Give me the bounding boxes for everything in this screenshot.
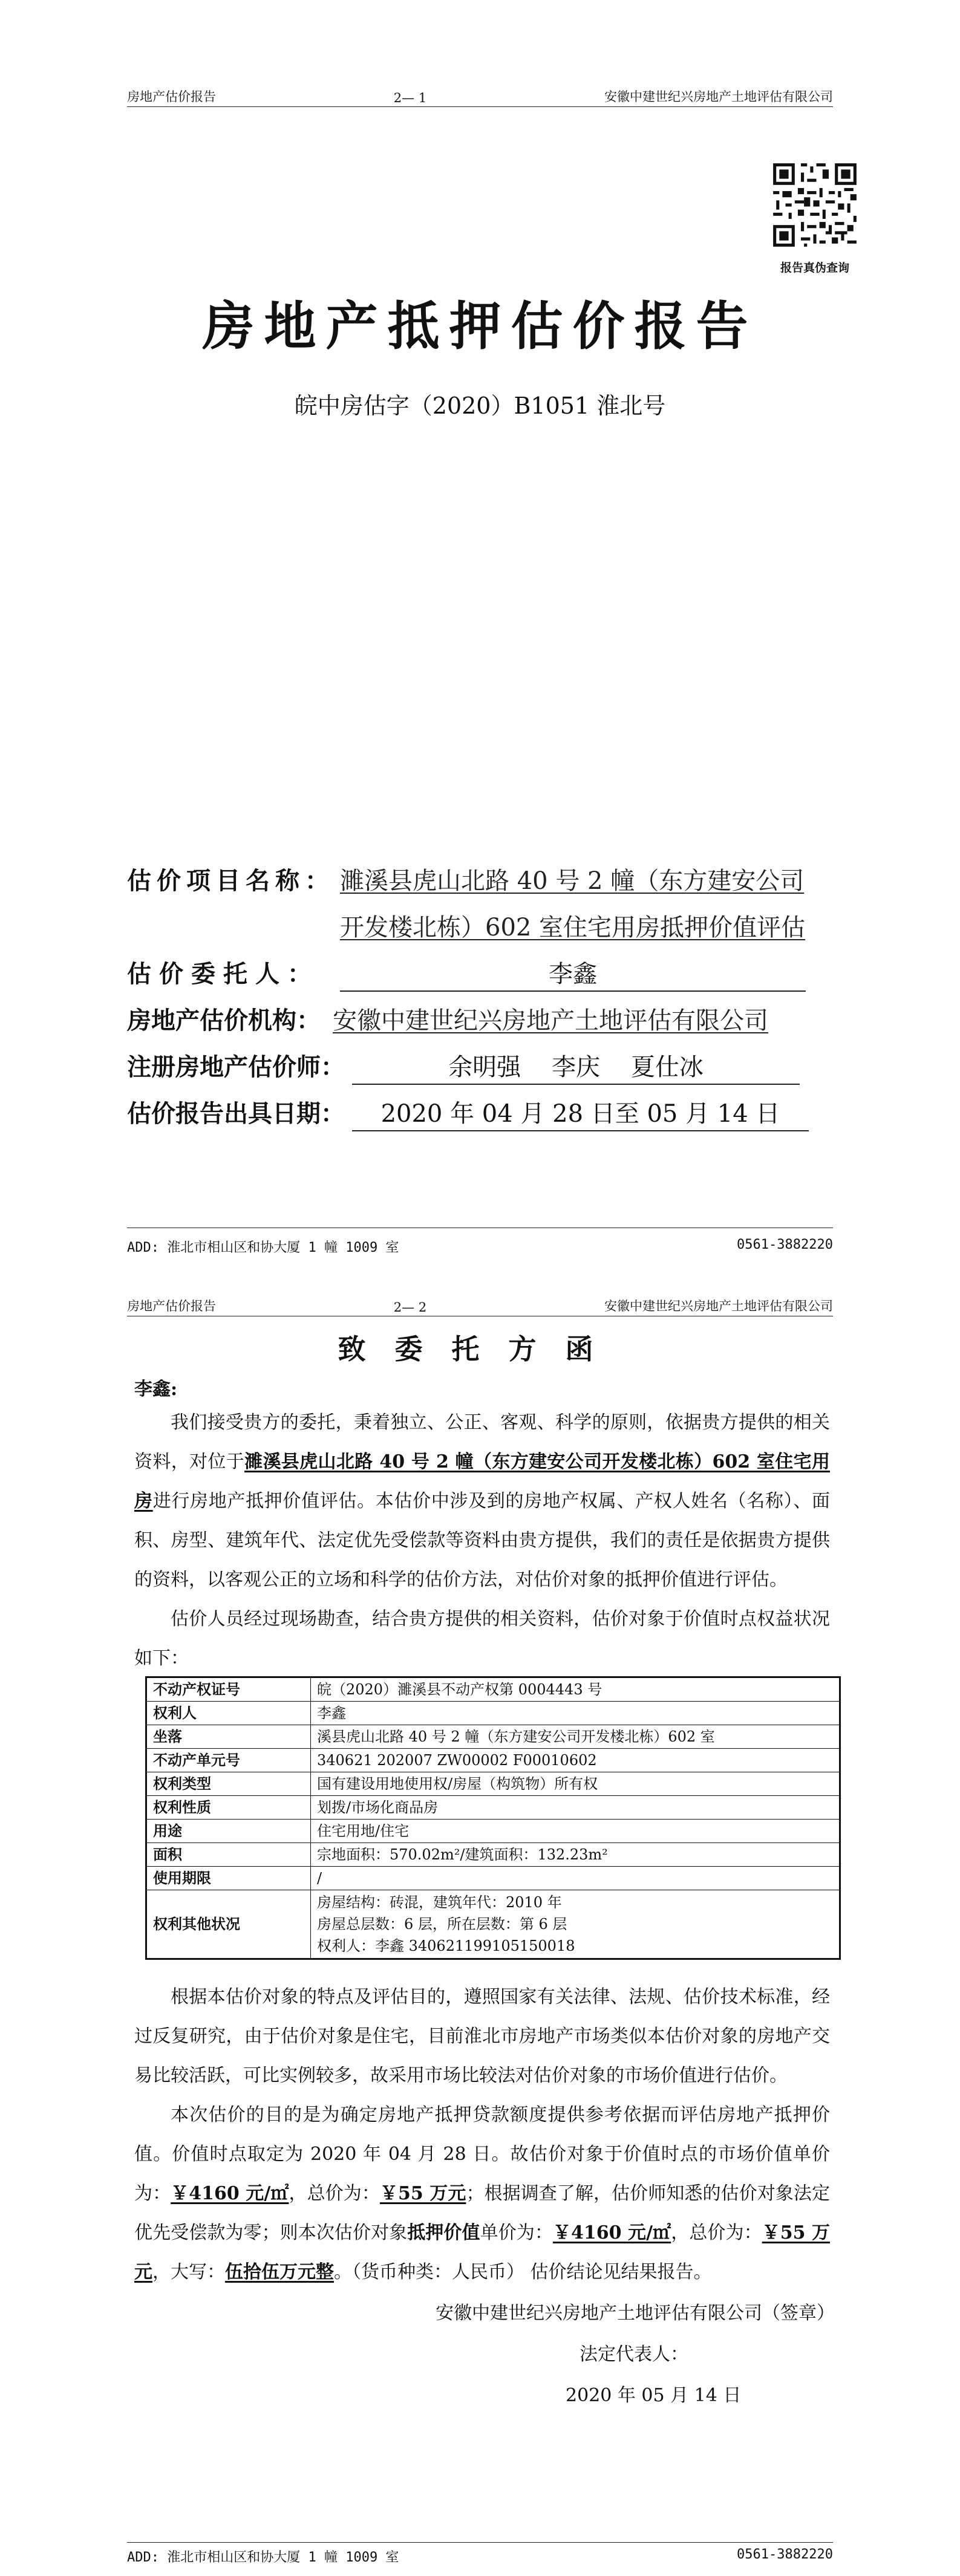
p4-text-b: ，总价为： xyxy=(289,2183,380,2204)
agency-label: 房地产估价机构： xyxy=(127,1006,321,1035)
p4-text-a: 本次估价的目的是为确定房地产抵押贷款额度提供参考依据而评估房地产抵押价值。价值时点取定为 2020 年 04 月 28 日。故估价对象于价值时点的市场价值单价为： xyxy=(134,2104,830,2204)
appraisers-value: 余明强 李庆 夏仕冰 xyxy=(352,1048,800,1085)
report-title: 房地产抵押估价报告 xyxy=(202,296,758,357)
issue-date-value: 2020 年 04 月 28 日至 05 月 14 日 xyxy=(352,1094,809,1131)
table-value: 住宅用地/住宅 xyxy=(311,1820,840,1843)
unit-price-2: ￥4160 元/㎡ xyxy=(552,2222,671,2243)
table-value: 李鑫 xyxy=(311,1702,840,1725)
footer-phone: 0561-3882220 xyxy=(737,1237,833,1252)
appraisers-row xyxy=(127,1048,835,1082)
signature-representative: 法定代表人： xyxy=(580,2344,688,2365)
p4-text-e: 单价为： xyxy=(480,2222,553,2243)
issue-date-label: 估价报告出具日期： xyxy=(127,1099,345,1128)
agency-value: 安徽中建世纪兴房地产土地评估有限公司 xyxy=(333,1007,768,1035)
header-page-number: 2— 2 xyxy=(393,1300,427,1315)
table-value: 宗地面积：570.02m²/建筑面积：132.23m² xyxy=(311,1843,840,1867)
table-key: 面积 xyxy=(146,1843,311,1867)
table-value-line: 房屋总层数：6 层，所在层数：第 6 层 xyxy=(317,1916,567,1933)
table-key: 用途 xyxy=(146,1820,311,1843)
client-value: 李鑫 xyxy=(340,955,806,992)
page-header xyxy=(127,85,833,105)
p4-text-g: ，大写： xyxy=(152,2262,225,2283)
table-row xyxy=(146,1749,840,1772)
table-key: 权利其他状况 xyxy=(146,1890,311,1959)
table-value-line: 房屋结构：砖混，建筑年代：2010 年 xyxy=(317,1894,562,1911)
appraisers-label: 注册房地产估价师： xyxy=(127,1053,345,1081)
table-row xyxy=(146,1796,840,1820)
report-number: 皖中房估字（2020）B1051 淮北号 xyxy=(294,392,666,419)
table-key: 权利类型 xyxy=(146,1772,311,1796)
rights-table xyxy=(145,1676,841,1960)
project-name-row-2 xyxy=(127,908,835,942)
table-value xyxy=(311,1890,840,1959)
table-value: 溪县虎山北路 40 号 2 幢（东方建安公司开发楼北栋）602 室 xyxy=(311,1725,840,1749)
table-row xyxy=(146,1820,840,1843)
page-header xyxy=(127,1294,833,1315)
letter-salutation: 李鑫: xyxy=(134,1379,178,1400)
table-key: 使用期限 xyxy=(146,1867,311,1890)
letter-title: 致委托方函 xyxy=(338,1333,622,1365)
table-value: / xyxy=(311,1867,840,1890)
page-footer xyxy=(127,2547,833,2566)
page-footer xyxy=(127,1237,833,1256)
header-divider xyxy=(127,106,833,107)
table-key: 不动产权证号 xyxy=(146,1677,311,1702)
p1-property-address: 濉溪县虎山北路 40 号 2 幢（东方建安公司开发楼北栋）602 室住宅用房 xyxy=(134,1451,831,1512)
unit-price: ￥4160 元/㎡ xyxy=(171,2183,289,2204)
table-row xyxy=(146,1677,840,1702)
client-label: 估价委托人： xyxy=(127,960,319,988)
p4-text-c: ；根据调查了解，估价师知悉的估价对象法定优先受偿款为零；则本次估价对象 xyxy=(134,2183,831,2243)
signature-company: 安徽中建世纪兴房地产土地评估有限公司（签章） xyxy=(436,2303,835,2324)
total-price: ￥55 万元 xyxy=(379,2183,466,2204)
table-row xyxy=(146,1867,840,1890)
table-key: 不动产单元号 xyxy=(146,1749,311,1772)
total-in-words: 伍拾伍万元整 xyxy=(225,2262,334,2283)
table-key: 坐落 xyxy=(146,1725,311,1749)
agency-row xyxy=(127,1001,835,1035)
p4-text-h: 。（货币种类：人民币） 估价结论见结果报告。 xyxy=(334,2262,712,2283)
table-key: 权利性质 xyxy=(146,1796,311,1820)
issue-date-row xyxy=(127,1094,835,1128)
footer-phone: 0561-3882220 xyxy=(737,2547,833,2562)
qr-caption: 报告真伪查询 xyxy=(780,261,849,275)
total-price-2: ￥55 万元 xyxy=(134,2222,831,2283)
header-right: 安徽中建世纪兴房地产土地评估有限公司 xyxy=(604,89,833,104)
signature-date: 2020 年 05 月 14 日 xyxy=(566,2385,742,2406)
header-right: 安徽中建世纪兴房地产土地评估有限公司 xyxy=(604,1299,833,1313)
p1-text-c: 进行房地产抵押价值评估。本估价中涉及到的房地产权属、产权人姓名（名称）、面积、房型、建筑年代、法定优先受偿款等资料由贵方提供，我们的责任是依据贵方提供的资料，以客观公正的立场和科学的估价方法，对估价对象的抵押价值进行评估。 xyxy=(134,1491,831,1590)
footer-divider xyxy=(127,2542,833,2543)
table-value: 国有建设用地使用权/房屋（构筑物）所有权 xyxy=(311,1772,840,1796)
table-value: 划拨/市场化商品房 xyxy=(311,1796,840,1820)
table-value: 340621 202007 ZW00002 F00010602 xyxy=(311,1749,840,1772)
table-value: 皖（2020）濉溪县不动产权第 0004443 号 xyxy=(311,1677,840,1702)
letter-paragraph-3 xyxy=(134,1977,830,2292)
header-page-number: 2— 1 xyxy=(393,91,427,105)
table-row xyxy=(146,1702,840,1725)
p3-text: 根据本估价对象的特点及评估目的，遵照国家有关法律、法规、估价技术标准，经过反复研究，由于估价对象是住宅，目前淮北市房地产市场类似本估价对象的房地产交易比较活跃，可比实例较多，故采用市场比较法对估价对象的市场价值进行估价。 xyxy=(134,1986,830,2086)
project-name-line1: 濉溪县虎山北路 40 号 2 幢（东方建安公司 xyxy=(340,867,805,895)
footer-address: ADD: 淮北市相山区和协大厦 1 幢 1009 室 xyxy=(127,2550,399,2565)
letter-paragraph-2: 估价人员经过现场勘查，结合贵方提供的相关资料，估价对象于价值时点权益状况如下： xyxy=(134,1608,830,1669)
qr-code-icon[interactable] xyxy=(770,160,860,250)
table-row xyxy=(146,1725,840,1749)
letter-paragraph-1 xyxy=(134,1403,830,1678)
project-name-line2: 开发楼北栋）602 室住宅用房抵押价值评估 xyxy=(340,914,806,942)
p4-text-f: ，总价为： xyxy=(671,2222,762,2243)
table-row xyxy=(146,1772,840,1796)
project-name-row xyxy=(127,862,835,896)
footer-address: ADD: 淮北市相山区和协大厦 1 幢 1009 室 xyxy=(127,1240,399,1255)
p1-text-a: 我们接受贵方的委托，秉着独立、公正、客观、科学的原则，依据贵方提供的相关资料，对位于 xyxy=(134,1412,830,1472)
table-row xyxy=(146,1890,840,1959)
letter-paragraph-4 xyxy=(134,2095,830,2292)
header-left: 房地产估价报告 xyxy=(127,89,216,104)
project-name-label: 估价项目名称： xyxy=(127,867,335,895)
table-key: 权利人 xyxy=(146,1702,311,1725)
client-row xyxy=(127,955,835,989)
table-row xyxy=(146,1843,840,1867)
table-value-line: 权利人：李鑫 340621199105150018 xyxy=(317,1937,575,1954)
p4-mortgage-value: 抵押价值 xyxy=(407,2222,480,2243)
header-left: 房地产估价报告 xyxy=(127,1299,216,1313)
